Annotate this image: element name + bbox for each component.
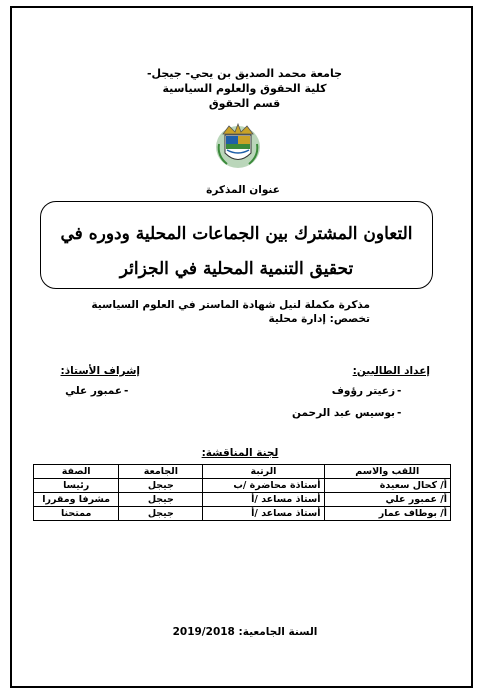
student-name-1 xyxy=(250,385,395,397)
jury-cell-role: رئيسا xyxy=(34,479,119,493)
faculty-name: كلية الحقوق والعلوم السياسية xyxy=(162,82,327,95)
jury-cell-role: ممتحنا xyxy=(34,507,119,521)
jury-cell-rank: أستاذ مساعد /أ xyxy=(203,507,324,521)
jury-col-rank: الرتبة xyxy=(203,465,324,479)
table-row xyxy=(34,493,451,507)
subtitle-line-1: مذكرة مكملة لنيل شهادة الماستر في العلوم السياسية xyxy=(91,299,370,311)
university-emblem-icon xyxy=(213,120,263,170)
students-label: إعداد الطالبين: xyxy=(352,365,430,377)
jury-cell-name: أ/ كحال سعيدة xyxy=(324,479,450,493)
student-name-2 xyxy=(250,407,395,419)
jury-cell-role: مشرفا ومقررا xyxy=(34,493,119,507)
academic-year-value: 2019/2018 xyxy=(172,626,235,638)
university-name: جامعة محمد الصديق بن يحي- جيجل- xyxy=(146,67,342,80)
table-row xyxy=(34,479,451,493)
jury-table xyxy=(33,464,451,521)
jury-cell-university: جيجل xyxy=(119,493,203,507)
student-name-2-text: بوسيس عبد الرحمن xyxy=(292,407,395,419)
jury-label: لجنة المناقشة: xyxy=(201,447,279,459)
department-name: قسم الحقوق xyxy=(208,97,281,110)
jury-header-row xyxy=(34,465,451,479)
jury-cell-name: أ/ بوطاف عمار xyxy=(324,507,450,521)
jury-cell-rank: أستاذة محاضرة /ب xyxy=(203,479,324,493)
jury-cell-rank: أستاذ مساعد /أ xyxy=(203,493,324,507)
memo-title-label: عنوان المذكرة xyxy=(206,184,280,196)
jury-col-name: اللقب والاسم xyxy=(324,465,450,479)
supervisor-bullet: - xyxy=(124,385,129,397)
student-name-1-text: زعيتر رؤوف xyxy=(331,385,395,397)
jury-col-role: الصفة xyxy=(34,465,119,479)
jury-cell-university: جيجل xyxy=(119,507,203,521)
jury-cell-name: أ/ عمبور علي xyxy=(324,493,450,507)
title-box xyxy=(40,201,433,289)
table-row xyxy=(34,507,451,521)
title-line-2: تحقيق التنمية المحلية في الجزائر xyxy=(119,259,354,279)
student-bullet-1: - xyxy=(397,385,402,397)
student-bullet-2: - xyxy=(397,407,402,419)
title-line-1: التعاون المشترك بين الجماعات المحلية ودوره في xyxy=(60,224,413,244)
jury-cell-university: جيجل xyxy=(119,479,203,493)
supervisor-label: إشراف الأستاذ: xyxy=(60,365,140,377)
subtitle-line-2: تخصص: إدارة محلية xyxy=(268,313,370,325)
academic-year xyxy=(150,626,340,638)
jury-col-university: الجامعة xyxy=(119,465,203,479)
supervisor-name: عمبور علي xyxy=(65,385,122,397)
academic-year-label: السنة الجامعية: xyxy=(238,626,318,638)
